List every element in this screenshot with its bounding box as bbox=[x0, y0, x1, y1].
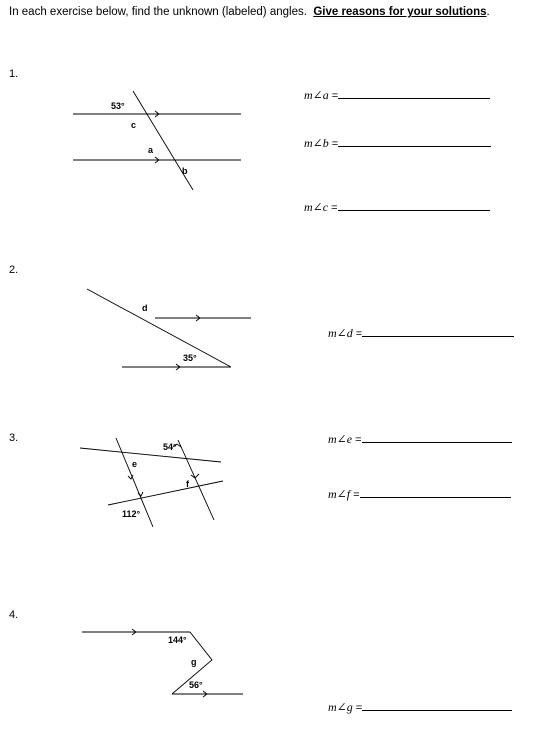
transversal-upper bbox=[87, 289, 231, 367]
exercise-4-number: 4. bbox=[9, 609, 19, 621]
answer-c-label: m∠c bbox=[304, 200, 329, 214]
answer-f-blank[interactable] bbox=[360, 487, 511, 498]
angle-label-b: b bbox=[182, 166, 188, 176]
angle-label-f: f bbox=[186, 479, 189, 489]
angle-label-112: 112° bbox=[122, 509, 141, 519]
answer-g-label: m∠g bbox=[328, 700, 353, 714]
answer-d-label: m∠d bbox=[328, 326, 353, 340]
answer-g-eq: = bbox=[352, 702, 363, 714]
answer-g[interactable] bbox=[328, 700, 512, 715]
angle-label-54: 54° bbox=[163, 442, 177, 452]
angle-label-56: 56° bbox=[189, 680, 203, 690]
answer-b[interactable] bbox=[304, 136, 491, 151]
answer-b-eq: = bbox=[328, 138, 339, 150]
parallel-arrow-icon bbox=[191, 474, 199, 478]
answer-a-blank[interactable] bbox=[338, 88, 490, 99]
angle-label-e: e bbox=[132, 459, 138, 469]
answer-d-eq: = bbox=[352, 328, 363, 340]
instructions-end: . bbox=[486, 6, 490, 18]
answer-b-label: m∠b bbox=[304, 136, 329, 150]
answer-d-blank[interactable] bbox=[362, 326, 514, 337]
answer-a-eq: = bbox=[328, 90, 339, 102]
exercise-3-diagram bbox=[80, 438, 223, 527]
angle-label-c: c bbox=[131, 120, 137, 130]
instructions-emphasis: Give reasons for your solutions bbox=[313, 6, 487, 18]
angle-label-144: 144° bbox=[168, 635, 187, 645]
answer-a[interactable] bbox=[304, 88, 490, 103]
answer-e-eq: = bbox=[352, 434, 362, 446]
exercise-2-number: 2. bbox=[9, 264, 19, 276]
answer-e-blank[interactable] bbox=[362, 432, 512, 443]
answer-f[interactable] bbox=[328, 487, 511, 502]
exercise-1-number: 1. bbox=[9, 68, 19, 80]
exercise-1-diagram bbox=[73, 91, 241, 190]
angle-label-g: g bbox=[191, 657, 197, 667]
exercise-2-diagram bbox=[87, 289, 251, 370]
parallel-arrow-icon bbox=[128, 475, 133, 479]
answer-c-eq: = bbox=[328, 202, 338, 214]
answer-e[interactable] bbox=[328, 432, 512, 447]
instructions-text: In each exercise below, find the unknown (labeled) angles. bbox=[9, 6, 307, 18]
answer-d[interactable] bbox=[328, 326, 514, 341]
answer-c[interactable] bbox=[304, 200, 490, 215]
angle-label-a: a bbox=[148, 145, 154, 155]
line-top bbox=[80, 448, 221, 462]
line-right bbox=[178, 440, 214, 520]
answer-e-label: m∠e bbox=[328, 432, 353, 446]
answer-f-label: m∠f bbox=[328, 487, 351, 501]
answer-b-blank[interactable] bbox=[338, 136, 491, 147]
answer-f-eq: = bbox=[350, 489, 360, 501]
exercise-4-diagram bbox=[82, 629, 243, 697]
exercise-3-number: 3. bbox=[9, 432, 19, 444]
angle-label-d: d bbox=[142, 303, 148, 313]
angle-label-53: 53° bbox=[111, 101, 125, 111]
angle-label-35: 35° bbox=[183, 353, 197, 363]
answer-c-blank[interactable] bbox=[338, 200, 490, 211]
answer-g-blank[interactable] bbox=[362, 700, 512, 711]
answer-a-label: m∠a bbox=[304, 88, 329, 102]
